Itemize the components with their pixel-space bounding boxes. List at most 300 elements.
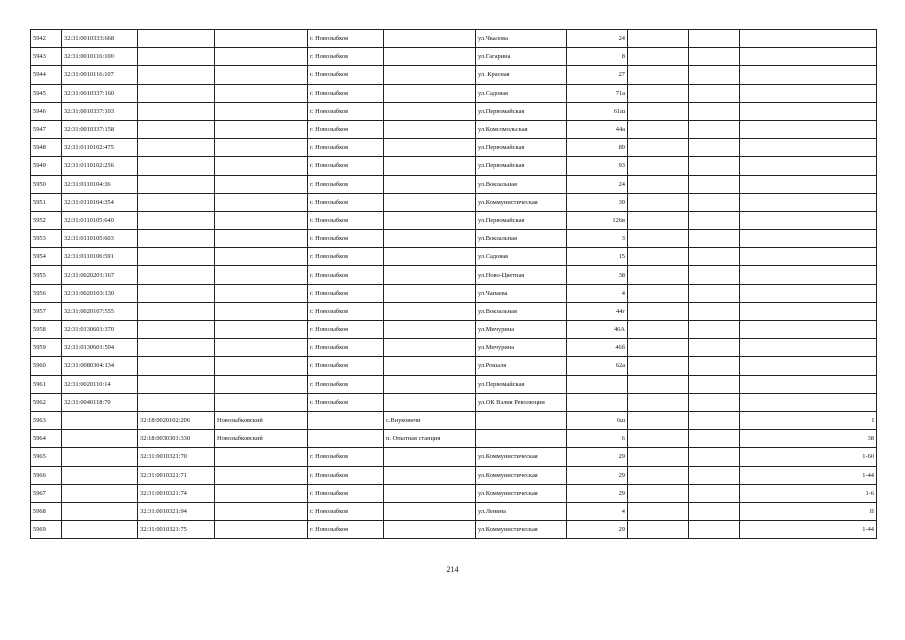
cell-apartment xyxy=(740,211,877,229)
cell-city: г. Новозыбков xyxy=(308,484,384,502)
cell-row-number: 5960 xyxy=(31,357,62,375)
table-row xyxy=(31,302,877,320)
table-row xyxy=(31,84,877,102)
cell-cadastral-number-b: 32:18:0020102:206 xyxy=(138,411,215,429)
cell-house-number: 24 xyxy=(567,30,628,48)
cell-city: г. Новозыбков xyxy=(308,193,384,211)
cell-row-number: 5955 xyxy=(31,266,62,284)
cell-column-9 xyxy=(628,102,689,120)
cell-apartment xyxy=(740,230,877,248)
cell-city: г. Новозыбков xyxy=(308,175,384,193)
cell-street: ул.Коммунистическая xyxy=(476,193,567,211)
cell-settlement xyxy=(384,357,476,375)
cell-cadastral-number-a: 32:31:0010116:100 xyxy=(62,48,138,66)
cell-city: г. Новозыбков xyxy=(308,248,384,266)
cell-apartment: 1-60 xyxy=(740,448,877,466)
cell-city: г. Новозыбков xyxy=(308,30,384,48)
cell-cadastral-number-a xyxy=(62,448,138,466)
cell-apartment xyxy=(740,266,877,284)
cell-district xyxy=(215,230,308,248)
cell-cadastral-number-b: 32:18:0030301:330 xyxy=(138,430,215,448)
cell-column-10 xyxy=(689,521,740,539)
cell-row-number: 5946 xyxy=(31,102,62,120)
cell-cadastral-number-a: 32:31:0010337:160 xyxy=(62,84,138,102)
cell-street: ул.Вокзальная xyxy=(476,230,567,248)
cell-column-10 xyxy=(689,248,740,266)
cell-district xyxy=(215,157,308,175)
cell-street xyxy=(476,430,567,448)
cell-city: г. Новозыбков xyxy=(308,48,384,66)
cell-city: г. Новозыбков xyxy=(308,66,384,84)
cell-settlement xyxy=(384,284,476,302)
cell-city xyxy=(308,411,384,429)
cell-house-number: 126в xyxy=(567,211,628,229)
cell-cadastral-number-b xyxy=(138,66,215,84)
cell-column-9 xyxy=(628,139,689,157)
cell-cadastral-number-b xyxy=(138,211,215,229)
cell-street: ул.Чкалова xyxy=(476,30,567,48)
cell-column-9 xyxy=(628,430,689,448)
cell-row-number: 5951 xyxy=(31,193,62,211)
table-row xyxy=(31,139,877,157)
cell-cadastral-number-a: 32:31:0110102:475 xyxy=(62,139,138,157)
cell-apartment xyxy=(740,157,877,175)
cell-column-9 xyxy=(628,448,689,466)
cell-cadastral-number-b: 32:31:0010321:75 xyxy=(138,521,215,539)
cell-district xyxy=(215,284,308,302)
cell-row-number: 5944 xyxy=(31,66,62,84)
cell-settlement xyxy=(384,448,476,466)
cell-cadastral-number-a: 32:31:0010337:158 xyxy=(62,120,138,138)
cell-cadastral-number-a xyxy=(62,521,138,539)
cell-column-10 xyxy=(689,30,740,48)
cell-cadastral-number-b xyxy=(138,157,215,175)
cell-cadastral-number-a xyxy=(62,411,138,429)
table-row xyxy=(31,102,877,120)
cell-apartment: II xyxy=(740,502,877,520)
table-row xyxy=(31,430,877,448)
cell-settlement xyxy=(384,66,476,84)
cell-cadastral-number-b xyxy=(138,321,215,339)
cell-row-number: 5969 xyxy=(31,521,62,539)
cell-house-number: 29 xyxy=(567,521,628,539)
cell-apartment xyxy=(740,30,877,48)
cell-house-number: 44а xyxy=(567,120,628,138)
cell-cadastral-number-a: 32:31:0010116:107 xyxy=(62,66,138,84)
cell-column-9 xyxy=(628,193,689,211)
cell-column-9 xyxy=(628,466,689,484)
table-row xyxy=(31,230,877,248)
cell-city: г. Новозыбков xyxy=(308,302,384,320)
cell-settlement xyxy=(384,502,476,520)
cell-cadastral-number-b xyxy=(138,393,215,411)
cell-apartment: 1-44 xyxy=(740,521,877,539)
cell-cadastral-number-a xyxy=(62,502,138,520)
cell-cadastral-number-a: 32:31:0010337:103 xyxy=(62,102,138,120)
cell-row-number: 5963 xyxy=(31,411,62,429)
cell-city: г. Новозыбков xyxy=(308,502,384,520)
cell-cadastral-number-a: 32:31:0110104:354 xyxy=(62,193,138,211)
cell-house-number: 3 xyxy=(567,230,628,248)
cell-column-9 xyxy=(628,321,689,339)
cell-district xyxy=(215,48,308,66)
cell-district xyxy=(215,120,308,138)
cell-cadastral-number-a: 32:31:0020201:167 xyxy=(62,266,138,284)
cell-house-number: 27 xyxy=(567,66,628,84)
cell-street: ул.Вокзальная xyxy=(476,175,567,193)
cell-apartment xyxy=(740,120,877,138)
cell-row-number: 5968 xyxy=(31,502,62,520)
cell-settlement xyxy=(384,102,476,120)
cell-column-10 xyxy=(689,157,740,175)
cell-cadastral-number-a: 32:31:0130601:594 xyxy=(62,339,138,357)
cell-house-number: 15 xyxy=(567,248,628,266)
cell-city: г. Новозыбков xyxy=(308,139,384,157)
cell-district xyxy=(215,211,308,229)
cell-city: г. Новозыбков xyxy=(308,357,384,375)
cell-street: ул.Вокзальная xyxy=(476,302,567,320)
cell-column-10 xyxy=(689,411,740,429)
table-row xyxy=(31,48,877,66)
cell-cadastral-number-a: 32:31:0010333:668 xyxy=(62,30,138,48)
cell-cadastral-number-a xyxy=(62,466,138,484)
cell-apartment xyxy=(740,66,877,84)
cell-cadastral-number-b xyxy=(138,102,215,120)
cell-street: ул.Мичурина xyxy=(476,339,567,357)
cell-cadastral-number-b xyxy=(138,357,215,375)
cell-house-number: 6 xyxy=(567,430,628,448)
cell-column-10 xyxy=(689,120,740,138)
cell-house-number: 8 xyxy=(567,48,628,66)
cell-street: ул.Ново-Цветная xyxy=(476,266,567,284)
cell-column-9 xyxy=(628,48,689,66)
table-body xyxy=(31,30,877,539)
cell-city: г. Новозыбков xyxy=(308,521,384,539)
cell-house-number xyxy=(567,393,628,411)
property-registry-table xyxy=(30,29,877,539)
cell-district xyxy=(215,175,308,193)
cell-district xyxy=(215,521,308,539)
cell-city: г. Новозыбков xyxy=(308,375,384,393)
cell-cadastral-number-a: 32:31:0110105:640 xyxy=(62,211,138,229)
cell-cadastral-number-a: 32:31:0080304:134 xyxy=(62,357,138,375)
cell-settlement xyxy=(384,175,476,193)
cell-street: ул.Рошаля xyxy=(476,357,567,375)
cell-street: ул.Коммунистическая xyxy=(476,521,567,539)
cell-street: ул. Красная xyxy=(476,66,567,84)
cell-cadastral-number-b xyxy=(138,230,215,248)
cell-district xyxy=(215,193,308,211)
cell-apartment xyxy=(740,321,877,339)
cell-house-number: 62а xyxy=(567,357,628,375)
cell-column-9 xyxy=(628,339,689,357)
cell-column-9 xyxy=(628,302,689,320)
cell-house-number: 46б xyxy=(567,339,628,357)
cell-apartment: I xyxy=(740,411,877,429)
cell-column-9 xyxy=(628,375,689,393)
table-row xyxy=(31,248,877,266)
cell-street: ул.Комсомольская xyxy=(476,120,567,138)
table-row xyxy=(31,193,877,211)
cell-street: ул.Ленина xyxy=(476,502,567,520)
cell-column-10 xyxy=(689,357,740,375)
cell-row-number: 5942 xyxy=(31,30,62,48)
cell-street: ул.Коммунистическая xyxy=(476,466,567,484)
cell-row-number: 5961 xyxy=(31,375,62,393)
cell-house-number: 46А xyxy=(567,321,628,339)
cell-settlement xyxy=(384,193,476,211)
cell-district xyxy=(215,393,308,411)
cell-apartment xyxy=(740,48,877,66)
table-row xyxy=(31,502,877,520)
cell-column-9 xyxy=(628,157,689,175)
table-row xyxy=(31,411,877,429)
cell-apartment xyxy=(740,339,877,357)
cell-apartment xyxy=(740,248,877,266)
cell-cadastral-number-b: 32:31:0010321:74 xyxy=(138,484,215,502)
cell-district xyxy=(215,266,308,284)
cell-city: г. Новозыбков xyxy=(308,321,384,339)
table-row xyxy=(31,120,877,138)
cell-city: г. Новозыбков xyxy=(308,339,384,357)
cell-apartment xyxy=(740,393,877,411)
cell-cadastral-number-a: 32:31:0110106:591 xyxy=(62,248,138,266)
table-row xyxy=(31,484,877,502)
cell-district xyxy=(215,502,308,520)
cell-apartment xyxy=(740,193,877,211)
cell-house-number: 6ш xyxy=(567,411,628,429)
cell-house-number: 44г xyxy=(567,302,628,320)
cell-column-9 xyxy=(628,521,689,539)
cell-column-10 xyxy=(689,102,740,120)
cell-settlement xyxy=(384,466,476,484)
cell-street: ул.Первомайская xyxy=(476,157,567,175)
cell-row-number: 5959 xyxy=(31,339,62,357)
cell-cadastral-number-b: 32:31:0010321:70 xyxy=(138,448,215,466)
cell-row-number: 5956 xyxy=(31,284,62,302)
cell-settlement xyxy=(384,266,476,284)
cell-column-10 xyxy=(689,339,740,357)
cell-house-number: 24 xyxy=(567,175,628,193)
cell-column-9 xyxy=(628,84,689,102)
cell-district xyxy=(215,466,308,484)
cell-city: г. Новозыбков xyxy=(308,120,384,138)
cell-column-9 xyxy=(628,502,689,520)
cell-column-10 xyxy=(689,484,740,502)
cell-district xyxy=(215,102,308,120)
cell-district xyxy=(215,248,308,266)
table-row xyxy=(31,157,877,175)
cell-column-10 xyxy=(689,84,740,102)
cell-column-10 xyxy=(689,466,740,484)
cell-city: г. Новозыбков xyxy=(308,230,384,248)
cell-city: г. Новозыбков xyxy=(308,157,384,175)
table-row xyxy=(31,521,877,539)
cell-row-number: 5965 xyxy=(31,448,62,466)
table-row xyxy=(31,30,877,48)
cell-row-number: 5954 xyxy=(31,248,62,266)
cell-street: ул.Садовая xyxy=(476,248,567,266)
cell-house-number: 71а xyxy=(567,84,628,102)
cell-column-10 xyxy=(689,266,740,284)
cell-city: г. Новозыбков xyxy=(308,266,384,284)
cell-row-number: 5966 xyxy=(31,466,62,484)
cell-column-10 xyxy=(689,430,740,448)
cell-cadastral-number-b xyxy=(138,284,215,302)
cell-cadastral-number-b: 32:31:0010321:71 xyxy=(138,466,215,484)
cell-district xyxy=(215,321,308,339)
table-row xyxy=(31,339,877,357)
cell-house-number: 29 xyxy=(567,466,628,484)
cell-column-10 xyxy=(689,230,740,248)
cell-district xyxy=(215,448,308,466)
cell-column-10 xyxy=(689,302,740,320)
table-row xyxy=(31,393,877,411)
cell-district xyxy=(215,339,308,357)
cell-cadastral-number-a: 32:31:0040118:70 xyxy=(62,393,138,411)
cell-settlement xyxy=(384,120,476,138)
cell-row-number: 5949 xyxy=(31,157,62,175)
cell-row-number: 5958 xyxy=(31,321,62,339)
cell-apartment xyxy=(740,302,877,320)
cell-house-number: 38 xyxy=(567,266,628,284)
table-row xyxy=(31,266,877,284)
cell-row-number: 5964 xyxy=(31,430,62,448)
cell-column-9 xyxy=(628,120,689,138)
cell-house-number: 89 xyxy=(567,139,628,157)
cell-city: г. Новозыбков xyxy=(308,211,384,229)
cell-city: г. Новозыбков xyxy=(308,284,384,302)
cell-cadastral-number-b: 32:31:0010321:94 xyxy=(138,502,215,520)
cell-cadastral-number-a: 32:31:0110105:603 xyxy=(62,230,138,248)
cell-apartment: 38 xyxy=(740,430,877,448)
table-row xyxy=(31,448,877,466)
table-row xyxy=(31,321,877,339)
cell-street xyxy=(476,411,567,429)
cell-apartment: 1-6 xyxy=(740,484,877,502)
cell-row-number: 5945 xyxy=(31,84,62,102)
cell-settlement xyxy=(384,30,476,48)
cell-cadastral-number-a: 32:31:0110104:36 xyxy=(62,175,138,193)
cell-house-number: 93 xyxy=(567,157,628,175)
cell-column-9 xyxy=(628,248,689,266)
table-row xyxy=(31,211,877,229)
cell-settlement xyxy=(384,521,476,539)
cell-apartment xyxy=(740,284,877,302)
cell-settlement xyxy=(384,139,476,157)
cell-cadastral-number-b xyxy=(138,339,215,357)
cell-column-10 xyxy=(689,502,740,520)
cell-cadastral-number-b xyxy=(138,175,215,193)
cell-column-10 xyxy=(689,375,740,393)
cell-row-number: 5953 xyxy=(31,230,62,248)
cell-district xyxy=(215,302,308,320)
cell-cadastral-number-b xyxy=(138,120,215,138)
cell-district xyxy=(215,139,308,157)
cell-column-9 xyxy=(628,175,689,193)
cell-street: ул.Садовая xyxy=(476,84,567,102)
cell-apartment xyxy=(740,102,877,120)
cell-street: ул.ОК Вэлия Революции xyxy=(476,393,567,411)
cell-street: ул.Первомайская xyxy=(476,211,567,229)
cell-street: ул.Гагарина xyxy=(476,48,567,66)
cell-apartment xyxy=(740,84,877,102)
cell-district xyxy=(215,30,308,48)
cell-settlement xyxy=(384,84,476,102)
cell-cadastral-number-b xyxy=(138,48,215,66)
cell-row-number: 5943 xyxy=(31,48,62,66)
cell-column-9 xyxy=(628,484,689,502)
table-row xyxy=(31,375,877,393)
cell-cadastral-number-b xyxy=(138,139,215,157)
cell-settlement xyxy=(384,248,476,266)
cell-street: ул.Коммунистическая xyxy=(476,484,567,502)
cell-city: г. Новозыбков xyxy=(308,466,384,484)
cell-cadastral-number-b xyxy=(138,302,215,320)
cell-house-number: 61ш xyxy=(567,102,628,120)
cell-settlement xyxy=(384,48,476,66)
cell-apartment xyxy=(740,375,877,393)
cell-column-10 xyxy=(689,211,740,229)
cell-city xyxy=(308,430,384,448)
cell-settlement xyxy=(384,157,476,175)
cell-district xyxy=(215,375,308,393)
cell-street: ул.Первомайская xyxy=(476,375,567,393)
cell-cadastral-number-b xyxy=(138,375,215,393)
cell-apartment xyxy=(740,139,877,157)
cell-street: ул.Коммунистическая xyxy=(476,448,567,466)
cell-settlement xyxy=(384,230,476,248)
cell-settlement xyxy=(384,321,476,339)
cell-cadastral-number-b xyxy=(138,84,215,102)
cell-settlement: п. Опытная станция xyxy=(384,430,476,448)
cell-house-number: 29 xyxy=(567,484,628,502)
cell-column-10 xyxy=(689,321,740,339)
cell-column-10 xyxy=(689,284,740,302)
cell-cadastral-number-a: 32:31:0110102:256 xyxy=(62,157,138,175)
cell-cadastral-number-a: 32:31:0020103:130 xyxy=(62,284,138,302)
cell-column-10 xyxy=(689,448,740,466)
cell-column-10 xyxy=(689,393,740,411)
cell-apartment xyxy=(740,357,877,375)
cell-settlement xyxy=(384,211,476,229)
cell-street: ул.Первомайская xyxy=(476,102,567,120)
cell-cadastral-number-a xyxy=(62,430,138,448)
table-row xyxy=(31,357,877,375)
cell-district: Новозыбковский xyxy=(215,430,308,448)
cell-column-10 xyxy=(689,175,740,193)
cell-cadastral-number-b xyxy=(138,30,215,48)
cell-district xyxy=(215,66,308,84)
cell-settlement xyxy=(384,484,476,502)
cell-house-number xyxy=(567,375,628,393)
cell-cadastral-number-a: 32:31:0130601:370 xyxy=(62,321,138,339)
cell-column-9 xyxy=(628,230,689,248)
cell-settlement xyxy=(384,393,476,411)
cell-column-9 xyxy=(628,284,689,302)
table-row xyxy=(31,284,877,302)
cell-settlement xyxy=(384,339,476,357)
cell-cadastral-number-a: 32:31:0020110:14 xyxy=(62,375,138,393)
cell-row-number: 5947 xyxy=(31,120,62,138)
cell-column-9 xyxy=(628,357,689,375)
cell-column-9 xyxy=(628,393,689,411)
cell-column-9 xyxy=(628,30,689,48)
cell-apartment: 1-44 xyxy=(740,466,877,484)
cell-column-10 xyxy=(689,193,740,211)
cell-street: ул.Первомайская xyxy=(476,139,567,157)
cell-cadastral-number-b xyxy=(138,266,215,284)
